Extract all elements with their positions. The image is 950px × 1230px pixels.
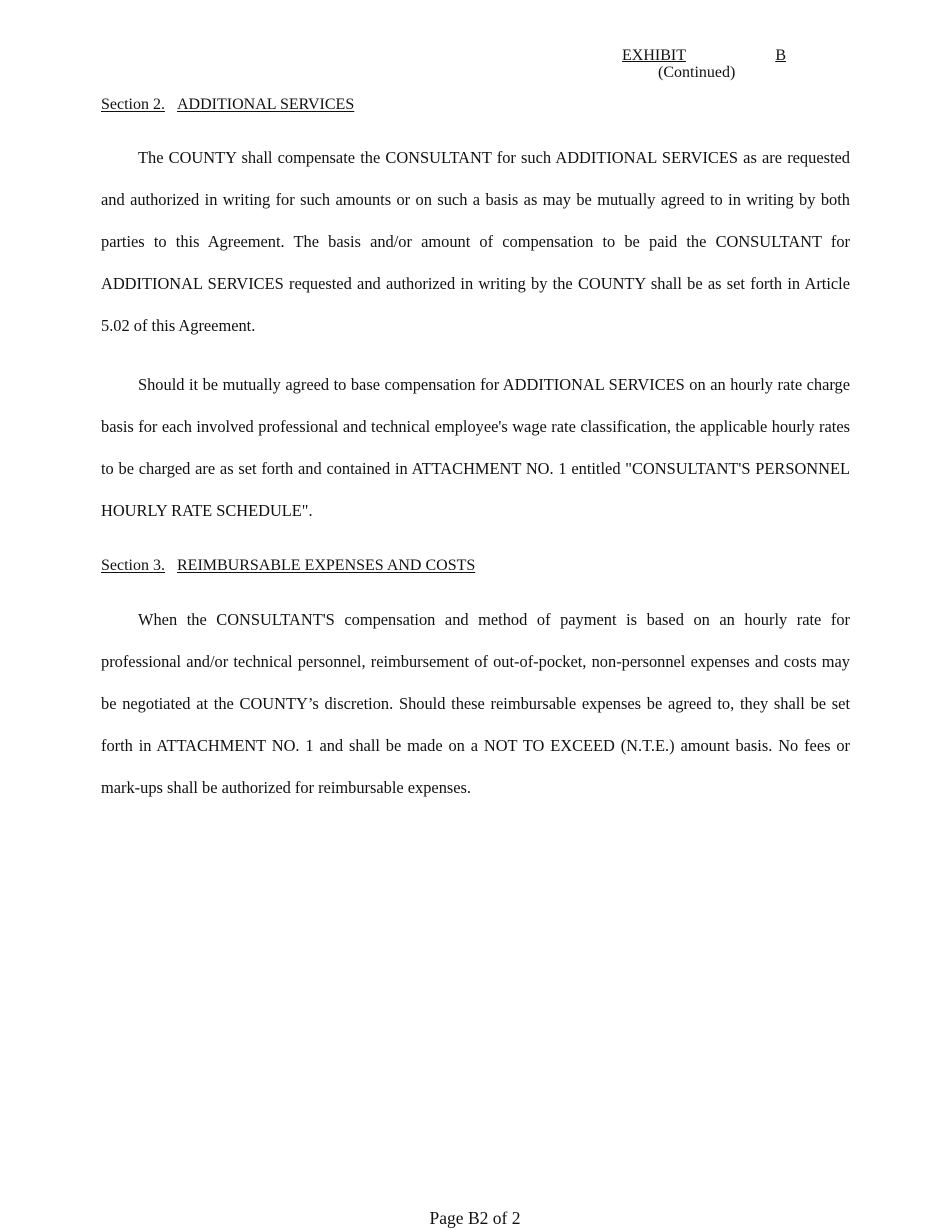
section-2-title: ADDITIONAL SERVICES <box>177 96 355 113</box>
section-3-title: REIMBURSABLE EXPENSES AND COSTS <box>177 557 476 574</box>
exhibit-header <box>622 46 786 81</box>
page-number-footer: Page B2 of 2 <box>429 1208 521 1228</box>
section-2-paragraph-2: Should it be mutually agreed to base compensation for ADDITIONAL SERVICES on an hourly rate charge basis for each involved professional and technical employee's wage rate classification, the applicable hourly rates to be charged are as set forth and contained in ATTACHMENT NO. 1 entitled "CONSULTANT'S PERSONNEL HOURLY RATE SCHEDULE". <box>101 375 850 520</box>
exhibit-label: EXHIBIT <box>622 47 686 64</box>
section-3-paragraph-1: When the CONSULTANT'S compensation and method of payment is based on an hourly rate for professional and/or technical personnel, reimbursement of out-of-pocket, non-personnel expenses and costs may be negotiated at the COUNTY’s discretion. Should these reimbursable expenses be agreed to, they shall be set forth in ATTACHMENT NO. 1 and shall be made on a NOT TO EXCEED (N.T.E.) amount basis. No fees or mark-ups shall be authorized for reimbursable expenses. <box>101 610 850 797</box>
exhibit-letter: B <box>775 47 786 64</box>
section-2-heading <box>101 95 354 115</box>
section-3-number: Section 3. <box>101 557 165 574</box>
section-3-heading <box>101 556 475 576</box>
section-2-paragraph-1: The COUNTY shall compensate the CONSULTANT for such ADDITIONAL SERVICES as are requested and authorized in writing for such amounts or on such a basis as may be mutually agreed to in writing by both parties to this Agreement. The basis and/or amount of compensation to be paid the CONSULTANT for ADDITIONAL SERVICES requested and authorized in writing by the COUNTY shall be as set forth in Article 5.02 of this Agreement. <box>101 148 850 335</box>
exhibit-continued: (Continued) <box>658 64 736 81</box>
section-2-number: Section 2. <box>101 96 165 113</box>
